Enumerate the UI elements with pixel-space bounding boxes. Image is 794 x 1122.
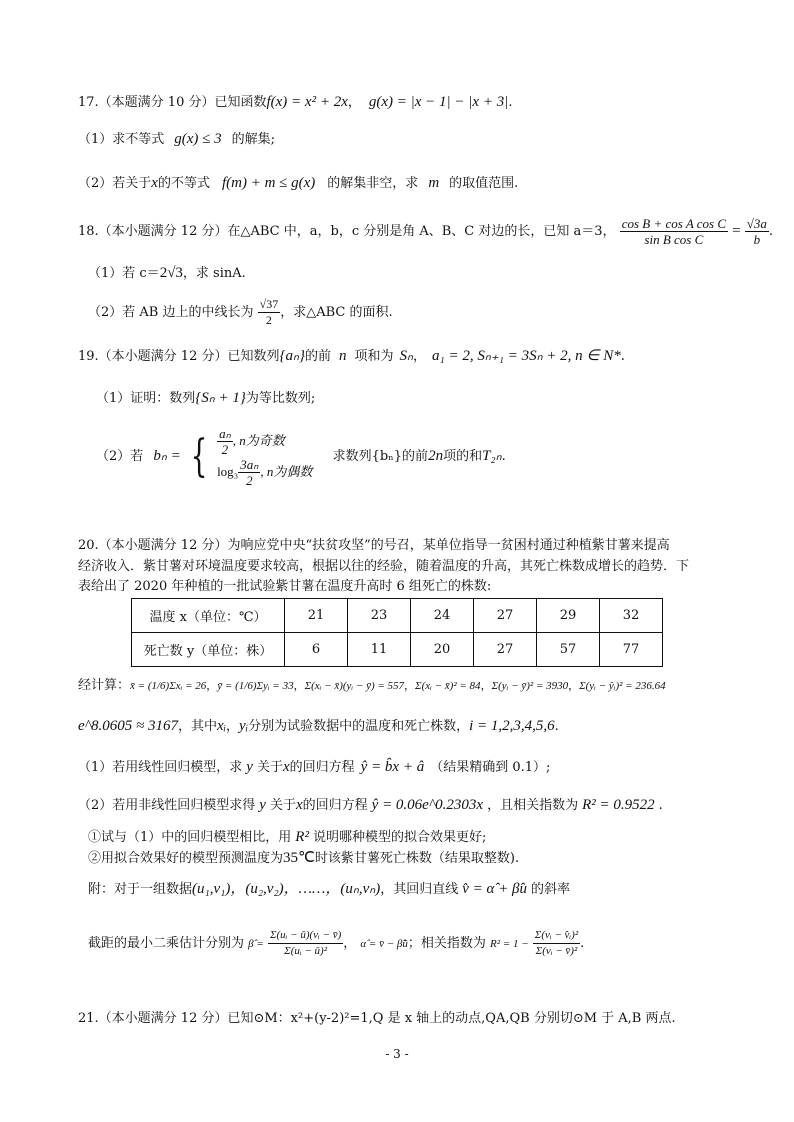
q20-sub2: ②用拟合效果好的模型预测温度为35℃时该紫甘薯死亡株数（结果取整数). <box>88 850 520 866</box>
table-cell: 24 <box>411 599 474 633</box>
table-cell: 6 <box>285 633 348 667</box>
table-cell: 23 <box>348 599 411 633</box>
q19-stem: 19.（本小题满分 12 分）已知数列{aₙ}的前 n 项和为 Sₙ， a₁ = 2, Sₙ₊₁ = 3Sₙ + 2, n ∈ N*. <box>78 348 625 364</box>
q19-part1: （1）证明：数列{Sₙ + 1}为等比数列; <box>96 390 316 406</box>
q17-part2: （2）若关于x的不等式 f(m) + m ≤ g(x) 的解集非空，求 m 的取值范围. <box>78 175 519 191</box>
q17-stem: 17.（本题满分 10 分）已知函数f(x) = x² + 2x， g(x) = |x − 1| − |x + 3|. <box>78 94 513 110</box>
q18-stem: 18.（本小题满分 12 分）在△ABC 中，a，b，c 分别是角 A、B、C 对边的长，已知 a＝3， $\frac{\text{cos B + cos A cos C}}{\text{sin B cos C}}$ = $\frac{√3a}{b}$ . <box>78 216 774 247</box>
q18-fraction-left: $\frac{\text{cos B + cos A cos C}}{\text{sin B cos C}}$ <box>621 216 727 247</box>
table-cell: 57 <box>537 633 600 667</box>
q18-median-fraction: $\frac{√37}{2}$ <box>259 297 279 327</box>
table-row-label: 温度 x（单位：℃） <box>132 599 285 633</box>
q20-appendix: 附：对于一组数据(u₁,v₁)，(u₂,v₂)，……，(uₙ,vₙ)，其回归直线 v̂ = α̂ + β̂u 的斜率 <box>88 881 570 897</box>
data-table <box>131 598 663 667</box>
q20-sub1: ①试与（1）中的回归模型相比，用 R² 说明哪种模型的拟合效果更好; <box>88 829 487 845</box>
table-cell: 20 <box>411 633 474 667</box>
r-squared-fraction: $\frac{\text{Σ(vᵢ − v̂ᵢ)²}}{\text{Σ(vᵢ − v̄)²}}$ <box>534 929 579 957</box>
q20-calculations: 经计算：x̄ = (1/6)Σxᵢ = 26，ȳ = (1/6)Σyᵢ = 33，Σ(xᵢ − x̄)(yᵢ − ȳ) = 557，Σ(xᵢ − x̄)² = 84，Σ(yᵢ − ȳ)² = 3930，Σ(yᵢ − ŷᵢ)² = 236.64 <box>78 678 666 693</box>
piecewise-brace: { <box>190 430 208 482</box>
table-row-temperature <box>132 599 663 633</box>
q21-stem: 21.（本小题满分 12 分）已知⊙M：x²+(y-2)²=1,Q 是 x 轴上的动点,QA,QB 分别切⊙M 于 A,B 两点. <box>78 1011 676 1026</box>
q20-estimates: 截距的最小二乘估计分别为 β̂ = $\frac{\text{Σ(uᵢ − ū)(vᵢ − v̄)}}{\text{Σ(uᵢ − ū)²}}$ ， α̂ = v̄ − β̂ū；相关指数为 R² = 1 − $\frac{\text{Σ(vᵢ − v̂ᵢ)²}}{\text{Σ(vᵢ − v̄)²}}$ . <box>88 929 585 957</box>
q20-line3: 表给出了 2020 年种植的一批试验紫甘薯在温度升高时 6 组死亡的株数: <box>78 579 492 594</box>
table-row-label: 死亡数 y（单位：株） <box>132 633 285 667</box>
table-cell: 11 <box>348 633 411 667</box>
page-number: - 3 - <box>385 1047 409 1061</box>
q18-part2: （2）若 AB 边上的中线长为 $\frac{√37}{2}$ ，求△ABC 的面积. <box>88 297 393 327</box>
table-cell: 29 <box>537 599 600 633</box>
table-cell: 27 <box>474 633 537 667</box>
q18-part1: （1）若 c＝2√3，求 sinA. <box>88 265 246 281</box>
q20-exp-line: e^8.0605 ≈ 3167，其中xᵢ，yᵢ分别为试验数据中的温度和死亡株数，i = 1,2,3,4,5,6. <box>78 718 559 734</box>
beta-fraction: $\frac{\text{Σ(uᵢ − ū)(vᵢ − v̄)}}{\text{Σ(uᵢ − ū)²}}$ <box>269 929 342 957</box>
q20-part2: （2）若用非线性回归模型求得 y 关于x的回归方程 ŷ = 0.06e^0.2303x ，且相关指数为 R² = 0.9522 . <box>78 797 663 813</box>
table-cell: 21 <box>285 599 348 633</box>
table-cell: 77 <box>600 633 663 667</box>
table-cell: 32 <box>600 599 663 633</box>
q20-line1: 20.（本小题满分 12 分）为响应党中央“扶贫攻坚”的号召，某单位指导一贫困村通过种植紫甘薯来提高 <box>78 538 670 553</box>
q20-part1: （1）若用线性回归模型，求 y 关于x的回归方程 ŷ = b̂x + â （结果精确到 0.1）; <box>78 759 551 775</box>
q20-line2: 经济收入．紫甘薯对环境温度要求较高，根据以往的经验，随着温度的升高，其死亡株数成增长的趋势．下 <box>78 559 690 574</box>
q17-part1: （1）求不等式 g(x) ≤ 3 的解集; <box>78 131 276 147</box>
table-cell: 27 <box>474 599 537 633</box>
piecewise-cases: $\frac{\text{aₙ}}{2}$ , n为奇数 log₃ $\frac{\text{3aₙ}}{2}$ , n为偶数 <box>217 425 313 488</box>
table-row-deaths <box>132 633 663 667</box>
q19-part2: （2）若 bₙ = { $\frac{\text{aₙ}}{2}$ , n为奇数 log₃ $\frac{\text{3aₙ}}{2}$ , n为偶数 求数列{bₙ}的前2n项的和T₂ₙ. <box>96 425 506 488</box>
q18-fraction-right: $\frac{√3a}{b}$ <box>746 216 767 247</box>
